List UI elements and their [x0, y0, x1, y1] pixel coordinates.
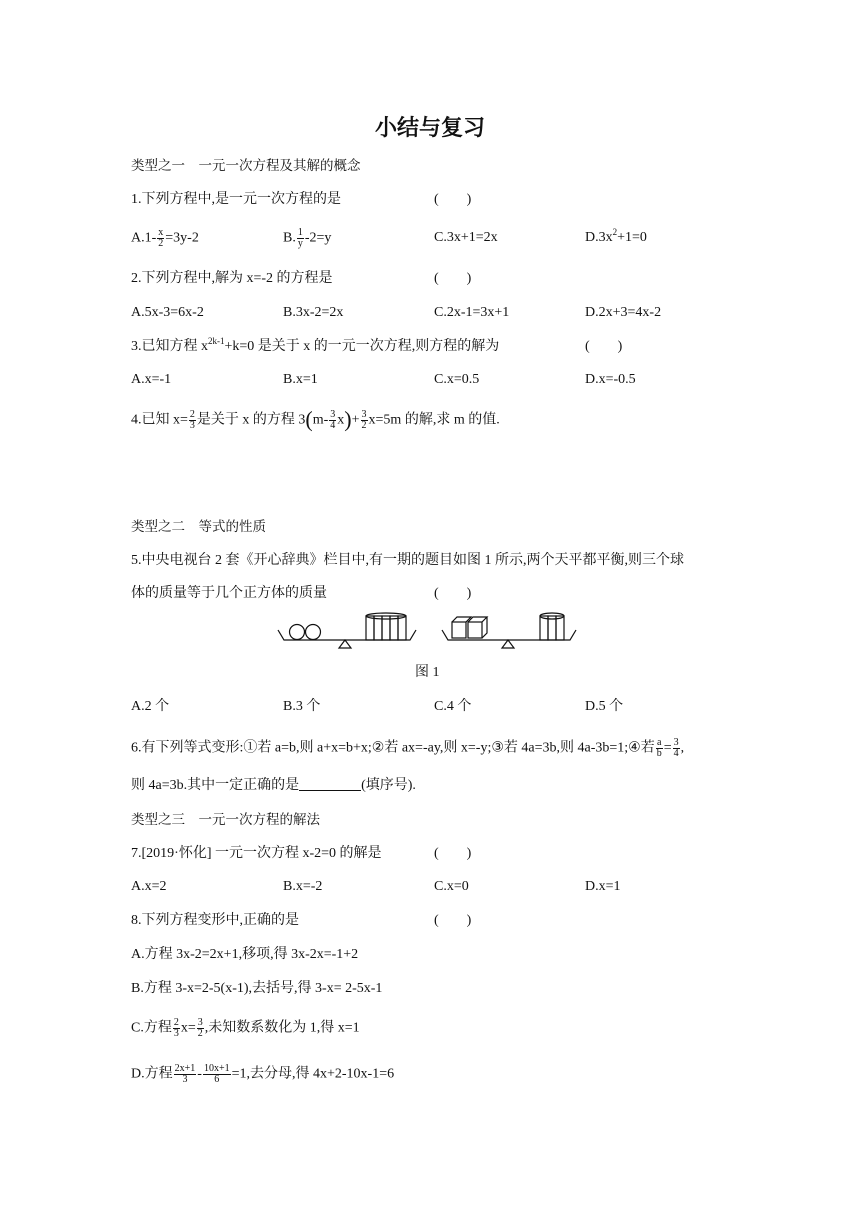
answer-paren-3: ( )	[585, 339, 623, 354]
cylinder-group	[366, 613, 406, 640]
question-5-line2: 体的质量等于几个正方体的质量	[131, 586, 327, 601]
q7-option-d[interactable]: D.x=1	[585, 879, 621, 894]
right-balance-scale	[442, 613, 576, 648]
question-2-stem: 2.下列方程中,解为 x=-2 的方程是	[131, 271, 333, 286]
q8-option-b[interactable]: B.方程 3-x=2-5(x-1),去括号,得 3-x= 2-5x-1	[131, 981, 383, 996]
q5-option-c[interactable]: C.4 个	[434, 699, 472, 714]
q3-option-a[interactable]: A.x=-1	[131, 372, 172, 387]
q7-option-c[interactable]: C.x=0	[434, 879, 469, 894]
figure-caption: 图 1	[415, 665, 440, 680]
section-heading-3: 类型之三 一元一次方程的解法	[131, 812, 320, 828]
question-6-line1: 6.有下列等式变形:①若 a=b,则 a+x=b+x;②若 ax=-ay,则 x=-y;③若 4a=3b,则 4a-3b=1;④若 $\frac{a}{b}$ = $\frac{3}{4}$ ,	[131, 737, 685, 759]
ball	[290, 625, 305, 640]
q5-option-a[interactable]: A.2 个	[131, 699, 170, 714]
answer-paren-8: ( )	[434, 913, 472, 928]
question-7-stem: 7.[2019·怀化] 一元一次方程 x-2=0 的解是	[131, 846, 382, 861]
answer-paren-1: ( )	[434, 192, 472, 207]
q1-option-d[interactable]: $D.3x^2+1=0$	[585, 227, 647, 245]
question-5-line1: 5.中央电视台 2 套《开心辞典》栏目中,有一期的题目如图 1 所示,两个天平都平衡,则三个球	[131, 553, 684, 568]
q7-option-b[interactable]: B.x=-2	[283, 879, 323, 894]
q2-option-d[interactable]: D.2x+3=4x-2	[585, 305, 662, 320]
answer-paren-5: ( )	[434, 586, 472, 601]
section-heading-2: 类型之二 等式的性质	[131, 519, 266, 535]
answer-paren-7: ( )	[434, 846, 472, 861]
q2-option-a[interactable]: A.5x-3=6x-2	[131, 305, 204, 320]
question-1-stem: 1.下列方程中,是一元一次方程的是	[131, 192, 341, 207]
q1-option-a[interactable]: A.1- $\frac{x}{2}$ =3y-2	[131, 227, 199, 249]
fill-blank[interactable]	[299, 776, 361, 791]
balance-scale-figure	[270, 608, 600, 656]
q3-option-c[interactable]: C.x=0.5	[434, 372, 480, 387]
page-title: 小结与复习	[374, 116, 485, 141]
q8-option-c[interactable]: C.方程 $\frac{2}{3}$ x= $\frac{3}{2}$ ,未知数系数化为 1,得 x=1	[131, 1017, 360, 1039]
q1-option-c[interactable]: C.3x+1=2x	[434, 230, 498, 245]
q3-option-b[interactable]: B.x=1	[283, 372, 318, 387]
q7-option-a[interactable]: A.x=2	[131, 879, 167, 894]
section-heading-1: 类型之一 一元一次方程及其解的概念	[131, 158, 361, 174]
q1-option-b[interactable]: B. $\frac{1}{y}$ -2=y	[283, 227, 332, 249]
q2-option-c[interactable]: C.2x-1=3x+1	[434, 305, 510, 320]
answer-paren-2: ( )	[434, 271, 472, 286]
left-balance-scale	[278, 613, 416, 648]
question-4-stem: 4.已知 x= $\frac{2}{3}$ 是关于 x 的方程 3(m- $\frac{3}{4}$ x)+ $\frac{3}{2}$ x=5m 的解,求 m 的值.	[131, 406, 500, 432]
q5-option-b[interactable]: B.3 个	[283, 699, 321, 714]
q5-option-d[interactable]: D.5 个	[585, 699, 624, 714]
question-6-line2: 则 4a=3b.其中一定正确的是 (填序号).	[131, 778, 416, 793]
q2-option-b[interactable]: B.3x-2=2x	[283, 305, 344, 320]
ball	[306, 625, 321, 640]
q8-option-d[interactable]: D.方程 $\frac{2x+1}{3}$ - $\frac{10x+1}{6}$ =1,去分母,得 4x+2-10x-1=6	[131, 1063, 395, 1085]
q8-option-a[interactable]: A.方程 3x-2=2x+1,移项,得 3x-2x=-1+2	[131, 947, 359, 962]
cylinder-group-right	[540, 613, 564, 640]
q3-option-d[interactable]: D.x=-0.5	[585, 372, 636, 387]
question-8-stem: 8.下列方程变形中,正确的是	[131, 913, 299, 928]
cube-group	[452, 617, 487, 638]
question-3-stem: 3.已知方程 $x^{2k-1}+k=0$ 是关于 x 的一元一次方程,则方程的解为	[131, 336, 500, 354]
